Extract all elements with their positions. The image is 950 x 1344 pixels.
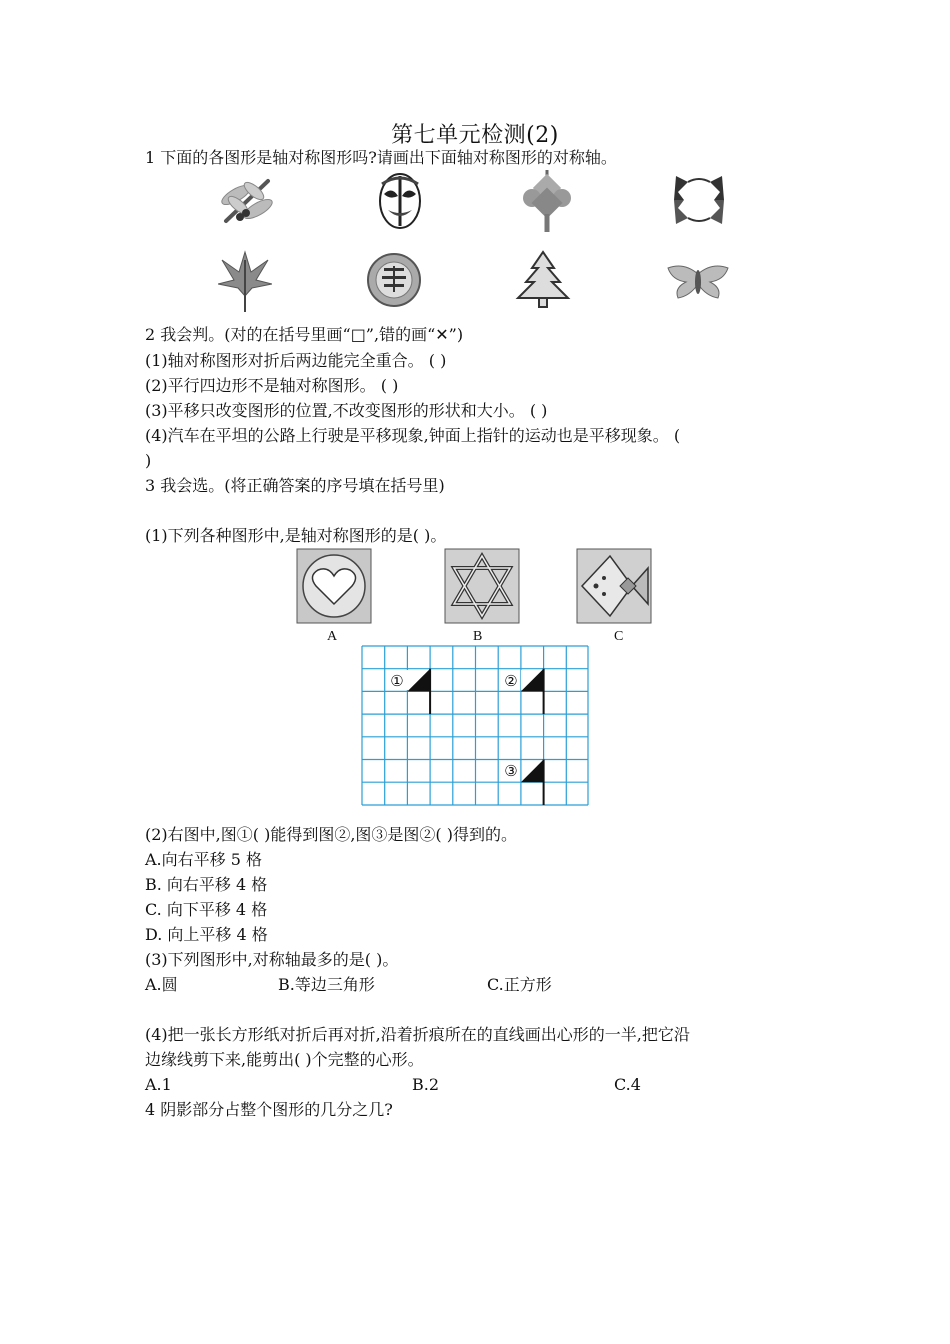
- q2-prompt: 2 我会判。(对的在括号里画“□”,错的画“✕”): [145, 325, 464, 344]
- q3-sub2-question: (2)右图中,图①( )能得到图②,图③是图②( )得到的。: [145, 825, 517, 844]
- q3-sub4-option-c: C.4: [614, 1075, 641, 1094]
- leaf-icon: [218, 250, 272, 312]
- q2-item-4: (4)汽车在平坦的公路上行驶是平移现象,钟面上指针的运动也是平移现象。 (: [145, 426, 681, 445]
- option-a-heart-figure: [296, 548, 372, 624]
- q3-sub3-option-c: C.正方形: [487, 975, 552, 994]
- q1-prompt: 1 下面的各图形是轴对称图形吗?请画出下面轴对称图形的对称轴。: [145, 148, 617, 167]
- q2-item-3: (3)平移只改变图形的位置,不改变图形的形状和大小。 ( ): [145, 401, 548, 420]
- q3-sub4-option-b: B.2: [412, 1075, 440, 1094]
- flag-2-label: ②: [502, 672, 520, 690]
- q3-sub2-option-d: D. 向上平移 4 格: [145, 925, 268, 944]
- flag-grid: [361, 645, 589, 806]
- q3-sub3-question: (3)下列图形中,对称轴最多的是( )。: [145, 950, 399, 969]
- q3-sub4-option-a: A.1: [145, 1075, 172, 1094]
- q2-item-4-close: ): [145, 451, 152, 470]
- moth-icon: [664, 262, 732, 302]
- ornament-icon: [670, 172, 728, 228]
- option-b-label: B: [473, 629, 483, 644]
- double-happiness-icon: [366, 252, 422, 308]
- option-c-label: C: [614, 629, 624, 644]
- q3-sub4-question-line2: 边缘线剪下来,能剪出( )个完整的心形。: [145, 1050, 424, 1069]
- q2-item-1: (1)轴对称图形对折后两边能完全重合。 ( ): [145, 351, 447, 370]
- q3-sub2-option-b: B. 向右平移 4 格: [145, 875, 268, 894]
- q3-sub2-option-c: C. 向下平移 4 格: [145, 900, 268, 919]
- q3-prompt: 3 我会选。(将正确答案的序号填在括号里): [145, 476, 445, 495]
- q3-sub4-question-line1: (4)把一张长方形纸对折后再对折,沿着折痕所在的直线画出心形的一半,把它沿: [145, 1025, 690, 1044]
- page-title: 第七单元检测(2): [391, 123, 559, 148]
- chinese-knot-icon: [520, 170, 574, 232]
- q3-sub1-question: (1)下列各种图形中,是轴对称图形的是( )。: [145, 526, 447, 545]
- option-c-fish-figure: [576, 548, 652, 624]
- opera-mask-icon: [378, 172, 422, 230]
- flag-3-label: ③: [502, 762, 520, 780]
- option-a-label: A: [327, 629, 338, 644]
- dragonfly-icon: [218, 175, 278, 227]
- q4-prompt: 4 阴影部分占整个图形的几分之几?: [145, 1100, 393, 1119]
- q2-item-2: (2)平行四边形不是轴对称图形。 ( ): [145, 376, 399, 395]
- flag-1-label: ①: [388, 672, 406, 690]
- option-b-star-figure: [444, 548, 520, 624]
- q3-sub2-option-a: A.向右平移 5 格: [145, 850, 262, 869]
- q3-sub3-option-b: B.等边三角形: [278, 975, 375, 994]
- q3-sub3-option-a: A.圆: [145, 975, 178, 994]
- pine-tree-icon: [514, 250, 572, 308]
